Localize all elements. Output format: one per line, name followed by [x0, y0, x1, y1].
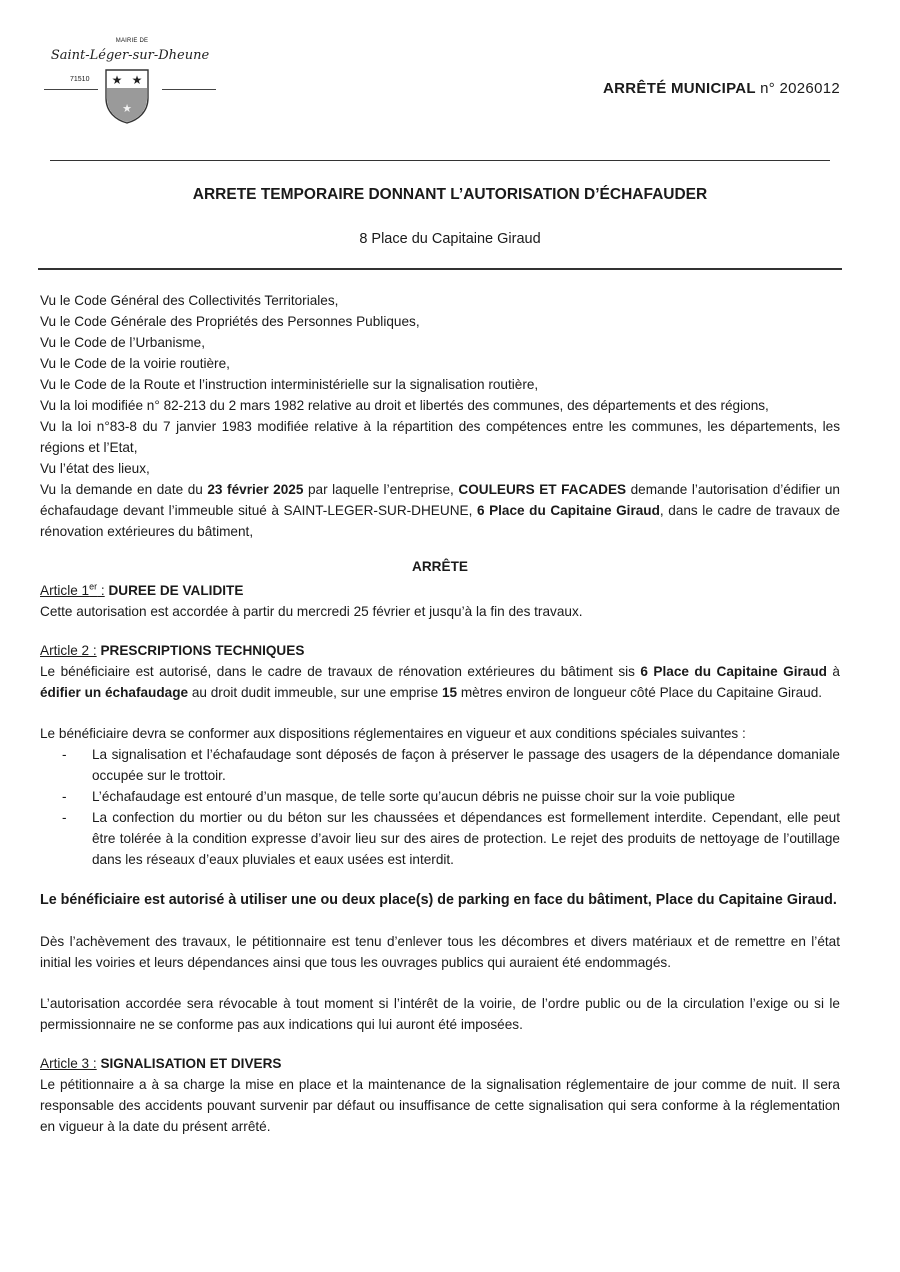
svg-text:★: ★	[111, 73, 123, 87]
condition-item: - La signalisation et l’échafaudage sont déposés de façon à préserver le passage des usagers de la dépendance domaniale occupée sur le trottoir.	[92, 744, 840, 786]
visa-item: Vu l’état des lieux,	[40, 461, 150, 476]
document-title: ARRETE TEMPORAIRE DONNANT L’AUTORISATION D’ÉCHAFAUDER	[192, 186, 708, 203]
article-2-title: PRESCRIPTIONS TECHNIQUES	[96, 643, 305, 658]
document-body	[40, 290, 840, 1137]
demande-text: demande l’autorisation d’édifier un échafaudage devant l’immeuble situé à SAINT-LEGER-SUR-DHEUNE,	[40, 482, 840, 518]
demande-text: , dans le cadre de travaux de rénovation extérieures du bâtiment,	[40, 503, 840, 539]
demande-date: 23 février 2025	[207, 482, 304, 497]
logo-mairie-label: MAIRIE DE	[115, 38, 149, 44]
mairie-logo	[40, 36, 220, 126]
article-2-length: 15	[441, 685, 458, 700]
article-2-heading	[40, 640, 840, 661]
article-2-text: à	[826, 664, 840, 679]
article-3-label: Article 3 :	[40, 1056, 97, 1071]
article-1-colon: :	[97, 583, 105, 598]
demande-text: par laquelle l’entreprise,	[303, 482, 459, 497]
visa-item: Vu le Code de la Route et l’instruction interministérielle sur la signalisation routière,	[40, 377, 539, 392]
article-2-revocation: L’autorisation accordée sera révocable à tout moment si l’intérêt de la voirie, de l’ordre public ou de la circulation l’exige ou si le permissionnaire ne se conforme pas aux indications qui lui auront été imposées.	[40, 996, 840, 1032]
condition-item: - La confection du mortier ou du béton sur les chaussées et dépendances est formellement interdite. Cependant, elle peut être tolérée à la condition expresse d’avoir lieu sur des aires de protection. Le rejet des produits de nettoyage de l’outillage dans les réseaux d’eaux pluviales et eaux usées est interdit.	[92, 807, 840, 870]
article-2-conditions-intro: Le bénéficiaire devra se conformer aux dispositions réglementaires en vigueur et aux conditions spéciales suivantes :	[40, 726, 746, 741]
article-2-text: Le bénéficiaire est autorisé, dans le cadre de travaux de rénovation extérieures du bâtiment sis	[40, 664, 641, 679]
article-3-title: SIGNALISATION ET DIVERS	[96, 1056, 282, 1071]
article-2-label: Article 2 :	[40, 643, 97, 658]
visa-item: Vu la loi modifiée n° 82-213 du 2 mars 1982 relative au droit et libertés des communes, des départements et des régions,	[40, 398, 769, 413]
document-subtitle: 8 Place du Capitaine Giraud	[359, 231, 541, 247]
header-rule	[50, 160, 830, 161]
article-2-cleanup: Dès l’achèvement des travaux, le pétitionnaire est tenu d’enlever tous les décombres et divers matériaux et de remettre en l’état initial les voiries et leurs dépendances ainsi que tous les ouvrages publics qui auraient été endommagés.	[40, 934, 840, 970]
arrete-number: n° 2026012	[760, 80, 840, 97]
svg-text:★: ★	[122, 103, 132, 115]
visa-item: Vu le Code Général des Collectivités Territoriales,	[40, 293, 339, 308]
logo-rule-right	[162, 89, 216, 90]
article-2-address: 6 Place du Capitaine Giraud	[640, 664, 827, 679]
visas-list	[40, 290, 840, 542]
parking-authorization: Le bénéficiaire est autorisé à utiliser une ou deux place(s) de parking en face du bâtiment, Place du Capitaine Giraud.	[40, 892, 837, 908]
article-1-text: Cette autorisation est accordée à partir du mercredi 25 février et jusqu’à la fin des travaux.	[40, 604, 583, 619]
article-3-text: Le pétitionnaire a à sa charge la mise en place et la maintenance de la signalisation réglementaire de jour comme de nuit. Il sera responsable des accidents pouvant survenir par défaut ou insuffisance de cette signalisation qui sera conforme à la réglementation en vigueur à la date du présent arrêté.	[40, 1077, 840, 1134]
article-2-action: édifier un échafaudage	[40, 685, 189, 700]
condition-item: - L’échafaudage est entouré d’un masque, de telle sorte qu’aucun débris ne puisse choir sur la voie publique	[92, 786, 840, 807]
svg-text:★: ★	[131, 73, 143, 87]
arrete-label: ARRÊTÉ MUNICIPAL	[603, 80, 756, 97]
logo-rule-left	[44, 89, 98, 90]
article-1-title: DUREE DE VALIDITE	[104, 583, 244, 598]
article-1-label	[40, 583, 105, 598]
article-1-heading	[40, 580, 840, 601]
visa-item: Vu la loi n°83-8 du 7 janvier 1983 modifiée relative à la répartition des compétences entre les communes, les départements, les régions et l’Etat,	[40, 419, 840, 455]
visa-item: Vu le Code de l’Urbanisme,	[40, 335, 205, 350]
arrete-heading: ARRÊTE	[412, 559, 468, 574]
logo-postal-code: 71510	[70, 76, 90, 83]
arrete-number-heading	[603, 80, 840, 97]
article-1-number: Article 1	[40, 583, 90, 598]
coat-of-arms-icon	[104, 68, 150, 124]
article-2-text: mètres environ de longueur côté Place du Capitaine Giraud.	[457, 685, 823, 700]
article-2-paragraph	[40, 661, 840, 703]
logo-commune-name: Saint-Léger-sur-Dheune	[50, 48, 210, 63]
demande-adresse: 6 Place du Capitaine Giraud	[476, 503, 660, 518]
visa-demande	[40, 479, 840, 542]
demande-entreprise: COULEURS ET FACADES	[458, 482, 627, 497]
article-2-text: au droit dudit immeuble, sur une emprise	[188, 685, 442, 700]
demande-text: Vu la demande en date du	[40, 482, 208, 497]
title-rule	[38, 268, 842, 270]
visa-item: Vu le Code Générale des Propriétés des Personnes Publiques,	[40, 314, 420, 329]
visa-item: Vu le Code de la voirie routière,	[40, 356, 230, 371]
article-3-heading	[40, 1053, 840, 1074]
article-1-sup: er	[89, 581, 98, 592]
conditions-list	[40, 744, 840, 870]
